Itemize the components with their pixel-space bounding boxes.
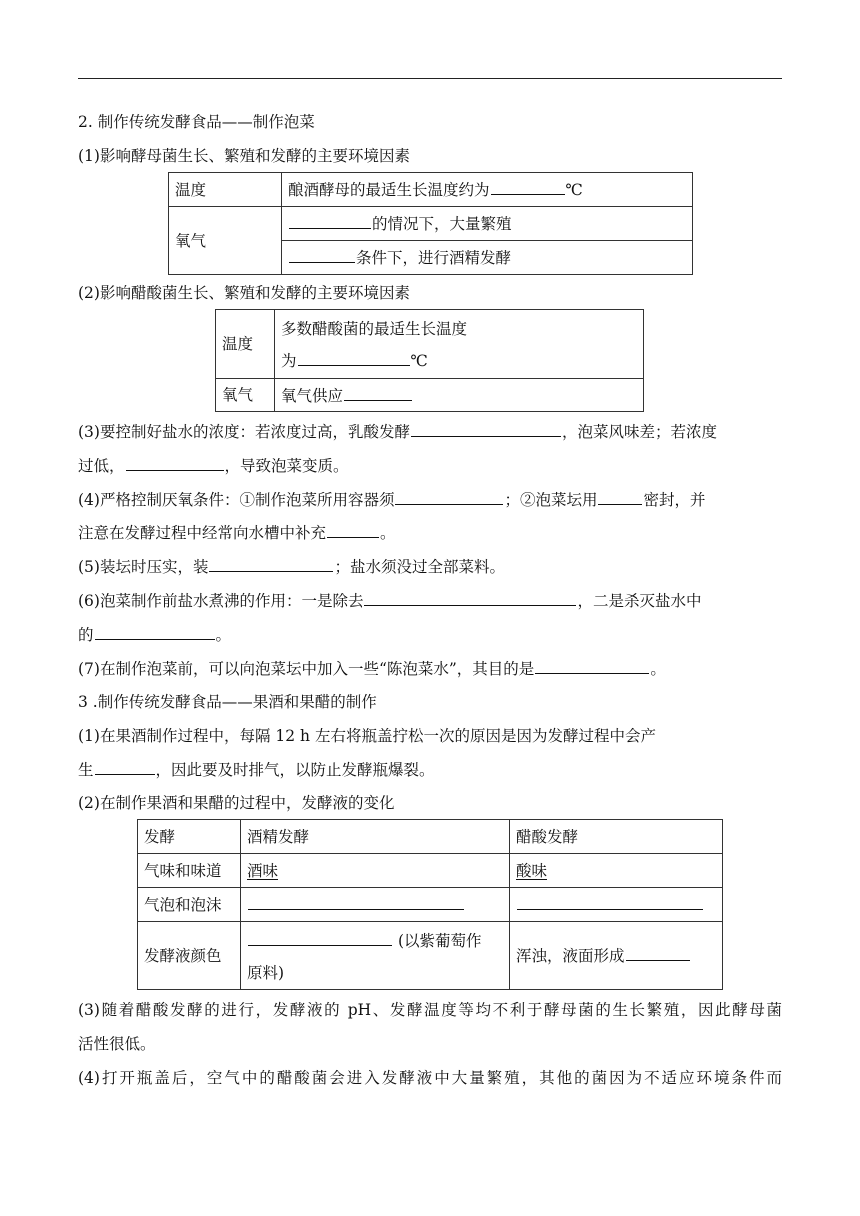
text: 生 <box>78 761 94 779</box>
text: (6)泡菜制作前盐水煮沸的作用：一是除去 <box>78 592 364 610</box>
text: 过低， <box>78 457 125 475</box>
text-line-2 <box>281 346 637 376</box>
answer-blank <box>344 385 412 401</box>
text: 氧气供应 <box>281 386 344 405</box>
text: 为 <box>281 352 297 370</box>
text: 的情况下，大量繁殖 <box>372 215 512 233</box>
cell-oxygen-value <box>275 379 644 412</box>
cell-color-acetic <box>510 922 723 990</box>
paragraph-2-7 <box>78 658 666 679</box>
answer-blank <box>289 213 371 229</box>
cell-color-label: 发酵液颜色 <box>138 922 241 990</box>
text: ，泡菜风味差；若浓度 <box>561 423 717 441</box>
section-2-title: 2. 制作传统发酵食品——制作泡菜 <box>78 113 315 131</box>
text: 酒味 <box>247 861 279 880</box>
text: ，二是杀灭盐水中 <box>577 592 702 610</box>
paragraph-2-5 <box>78 556 505 577</box>
answer-blank <box>95 759 155 775</box>
text: 酿酒酵母的最适生长温度约为 <box>288 181 490 199</box>
header-acetic: 醋酸发酵 <box>510 820 723 854</box>
header-fermentation: 发酵 <box>138 820 241 854</box>
answer-blank <box>289 247 355 263</box>
header-rule <box>78 78 782 79</box>
text: (以紫葡萄作 <box>397 931 482 950</box>
cell-color-alcohol <box>241 922 510 990</box>
cell-temperature-value <box>275 310 644 379</box>
answer-blank <box>491 179 565 195</box>
unit: ℃ <box>410 352 428 370</box>
cell-smell-label: 气味和味道 <box>138 854 241 888</box>
text: (3)要控制好盐水的浓度：若浓度过高，乳酸发酵 <box>78 423 410 441</box>
cell-bubbles-label: 气泡和泡沫 <box>138 888 241 922</box>
text: 。 <box>215 626 232 644</box>
text: 酸味 <box>516 861 548 880</box>
answer-blank <box>209 556 333 572</box>
paragraph-3-3-line-2: 活性很低。 <box>78 1035 156 1053</box>
paragraph-2-4-line-1 <box>78 489 706 510</box>
section-3-title: 3 .制作传统发酵食品——果酒和果醋的制作 <box>78 693 377 711</box>
text-line-1 <box>247 924 503 958</box>
text: (7)在制作泡菜前，可以向泡菜坛中加入一些“陈泡菜水”，其目的是 <box>78 660 535 678</box>
answer-blank <box>248 894 464 910</box>
cell-oxygen-label: 氧气 <box>169 207 282 275</box>
yeast-factors-table <box>168 172 693 275</box>
paragraph-3-3-line-1: (3)随着醋酸发酵的进行，发酵液的 pH、发酵温度等均不利于酵母菌的生长繁殖，因此酵母菌 <box>78 1001 782 1019</box>
text: 的 <box>78 626 94 644</box>
paragraph-2-3-line-2 <box>78 455 349 476</box>
answer-blank <box>248 930 392 946</box>
cell-bubbles-alcohol <box>241 888 510 922</box>
answer-blank <box>395 489 503 505</box>
text: 。 <box>380 524 396 542</box>
cell-temperature-label: 温度 <box>216 310 275 379</box>
text: 。 <box>650 660 666 678</box>
unit: ℃ <box>565 181 583 199</box>
answer-blank <box>535 658 649 674</box>
cell-smell-acetic <box>510 854 723 888</box>
paragraph-2-2: (2)影响醋酸菌生长、繁殖和发酵的主要环境因素 <box>78 284 410 302</box>
paragraph-2-4-line-2 <box>78 522 396 543</box>
paragraph-3-1-line-1: (1)在果酒制作过程中，每隔 12 h 左右将瓶盖拧松一次的原因是因为发酵过程中会产 <box>78 727 656 745</box>
text: 条件下，进行酒精发酵 <box>356 249 512 267</box>
paragraph-3-4: (4)打开瓶盖后，空气中的醋酸菌会进入发酵液中大量繁殖，其他的菌因为不适应环境条件而 <box>78 1069 782 1087</box>
acetobacter-factors-table <box>215 309 644 412</box>
cell-oxygen-label: 氧气 <box>216 379 275 412</box>
answer-blank <box>626 945 690 961</box>
text: (4)严格控制厌氧条件：①制作泡菜所用容器须 <box>78 491 395 509</box>
text-line-2: 原料) <box>247 963 285 982</box>
answer-blank <box>126 455 224 471</box>
answer-blank <box>298 350 410 366</box>
cell-oxygen-anaerobic <box>282 241 693 275</box>
answer-blank <box>364 590 576 606</box>
text: ；盐水须没过全部菜料。 <box>334 558 505 576</box>
answer-blank <box>327 522 379 538</box>
cell-oxygen-aerobic <box>282 207 693 241</box>
text: ；②泡菜坛用 <box>504 491 598 509</box>
cell-bubbles-acetic <box>510 888 723 922</box>
text-line-1: 多数醋酸菌的最适生长温度 <box>281 320 468 338</box>
answer-blank <box>411 421 561 437</box>
text: (5)装坛时压实，装 <box>78 558 209 576</box>
paragraph-2-3-line-1 <box>78 421 717 442</box>
text: 浑浊，液面形成 <box>516 947 625 965</box>
cell-smell-alcohol <box>241 854 510 888</box>
paragraph-2-1: (1)影响酵母菌生长、繁殖和发酵的主要环境因素 <box>78 147 410 165</box>
text: 密封，并 <box>643 491 706 509</box>
text: ，导致泡菜变质。 <box>224 457 349 475</box>
cell-temperature-value <box>282 173 693 207</box>
fermentation-changes-table <box>137 819 723 990</box>
paragraph-2-6-line-2 <box>78 624 231 645</box>
answer-blank <box>517 894 703 910</box>
paragraph-3-2: (2)在制作果酒和果醋的过程中，发酵液的变化 <box>78 794 395 812</box>
answer-blank <box>598 489 642 505</box>
answer-blank <box>95 624 215 640</box>
paragraph-2-6-line-1 <box>78 590 701 611</box>
text: 注意在发酵过程中经常向水槽中补充 <box>78 524 327 542</box>
paragraph-3-1-line-2 <box>78 759 435 780</box>
header-alcohol: 酒精发酵 <box>241 820 510 854</box>
cell-temperature-label: 温度 <box>169 173 282 207</box>
text: ，因此要及时排气，以防止发酵瓶爆裂。 <box>155 761 435 779</box>
